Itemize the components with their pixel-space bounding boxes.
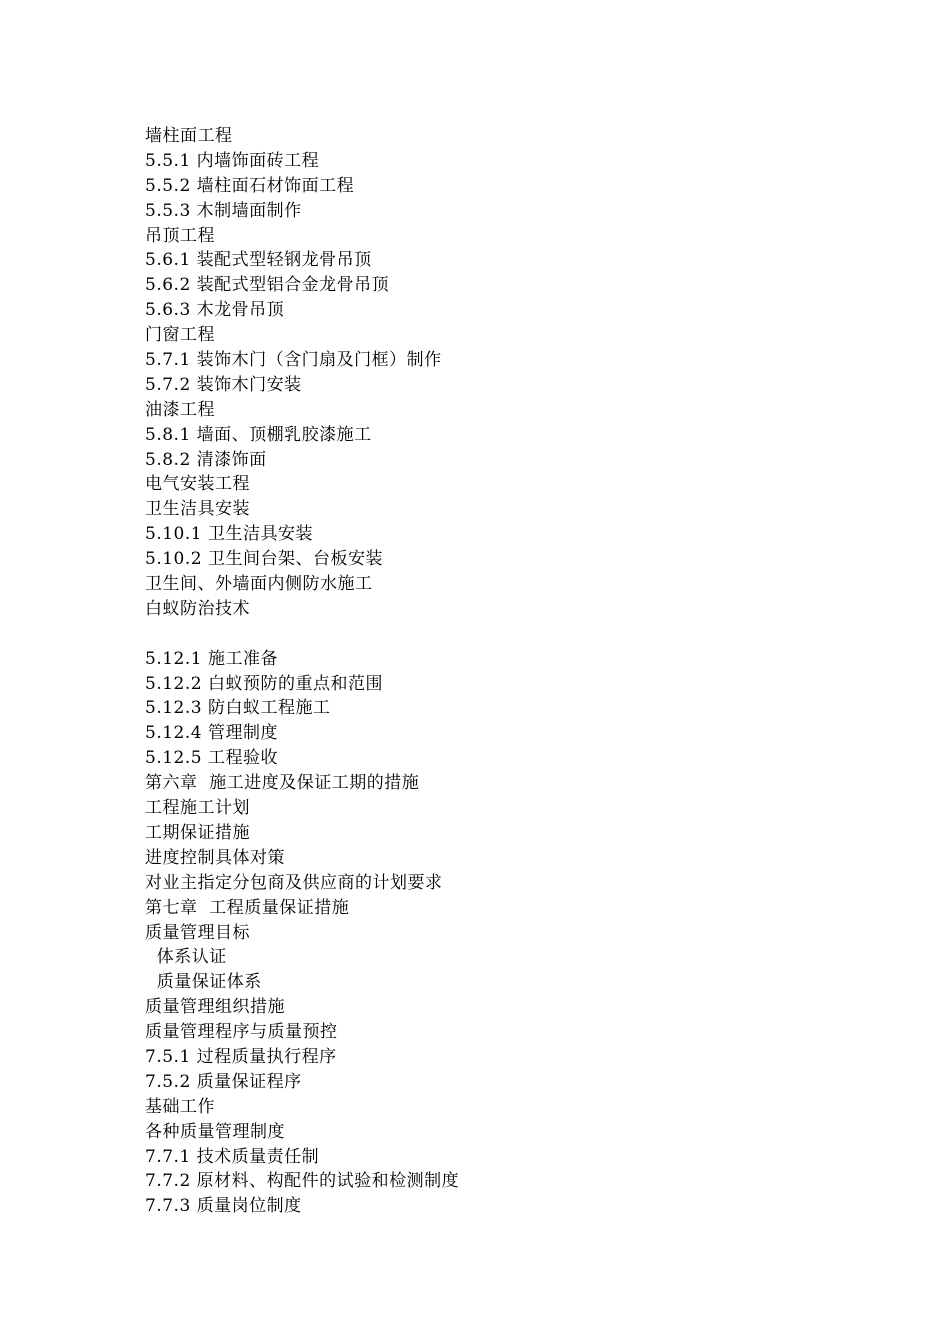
toc-entry: 7.5.2 质量保证程序 [145,1071,302,1092]
toc-entry: 体系认证 [145,947,227,968]
toc-entry: 墙柱面工程 [145,126,233,146]
toc-chapter-heading: 第六章 施工进度及保证工期的措施 [145,773,420,794]
toc-entry: 门窗工程 [145,325,215,346]
toc-entry: 7.7.3 质量岗位制度 [145,1196,302,1217]
toc-chapter-heading: 第七章 工程质量保证措施 [145,897,350,918]
table-of-contents [145,124,845,1219]
toc-entry: 白蚁防治技术 [145,598,250,619]
toc-entry: 5.6.2 装配式型铝合金龙骨吊顶 [145,275,390,296]
toc-entry: 5.12.5 工程验收 [145,748,278,769]
toc-entry: 7.5.1 过程质量执行程序 [145,1046,337,1067]
toc-entry: 5.7.1 装饰木门（含门扇及门框）制作 [145,350,442,371]
toc-entry: 进度控制具体对策 [145,847,285,868]
toc-entry: 质量管理程序与质量预控 [145,1022,338,1043]
toc-entry: 工期保证措施 [145,822,250,843]
toc-entry: 5.8.1 墙面、顶棚乳胶漆施工 [145,424,372,445]
toc-entry: 电气安装工程 [145,474,250,495]
toc-entry: 5.12.2 白蚁预防的重点和范围 [145,673,383,694]
toc-entry: 5.8.2 清漆饰面 [145,449,267,470]
toc-entry: 7.7.1 技术质量责任制 [145,1146,320,1167]
toc-entry: 质量保证体系 [145,972,262,993]
toc-entry: 5.6.3 木龙骨吊顶 [145,300,285,321]
toc-entry: 5.6.1 装配式型轻钢龙骨吊顶 [145,250,372,271]
toc-entry: 5.7.2 装饰木门安装 [145,374,302,395]
toc-entry: 5.5.2 墙柱面石材饰面工程 [145,175,355,196]
toc-entry: 5.5.3 木制墙面制作 [145,200,302,221]
toc-entry: 吊顶工程 [145,225,215,246]
toc-entry: 质量管理目标 [145,922,250,943]
toc-entry: 5.12.3 防白蚁工程施工 [145,698,331,719]
toc-entry: 5.12.1 施工准备 [145,648,278,669]
toc-entry: 5.10.1 卫生洁具安装 [145,524,313,545]
toc-entry: 7.7.2 原材料、构配件的试验和检测制度 [145,1171,460,1192]
toc-entry: 5.10.2 卫生间台架、台板安装 [145,549,383,570]
toc-entry: 卫生间、外墙面内侧防水施工 [145,574,373,595]
toc-entry: 5.12.4 管理制度 [145,723,278,744]
toc-entry: 卫生洁具安装 [145,499,250,520]
toc-entry: 基础工作 [145,1096,215,1117]
toc-entry: 质量管理组织措施 [145,997,285,1018]
toc-entry: 油漆工程 [145,399,215,420]
toc-entry: 5.5.1 内墙饰面砖工程 [145,150,320,171]
toc-entry: 各种质量管理制度 [145,1121,285,1142]
toc-blank-line [145,622,845,647]
toc-entry: 对业主指定分包商及供应商的计划要求 [145,872,443,893]
toc-entry: 工程施工计划 [145,798,250,819]
